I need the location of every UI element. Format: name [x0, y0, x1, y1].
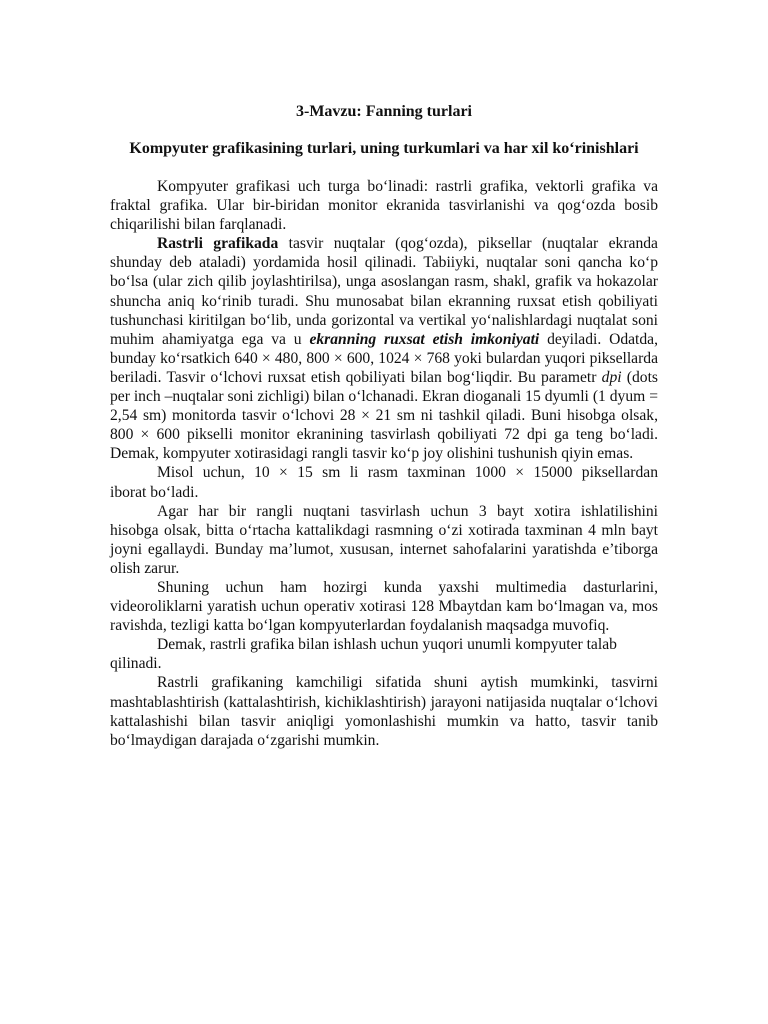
paragraph-memory — [110, 502, 658, 521]
example-line-1: Misol uchun, 10 × 15 sm li rasm taxminan 1000 × 15000 piksellardan — [157, 464, 658, 482]
paragraph-drawbacks: Rastrli grafikaning kamchiligi sifatida shuni aytish mumkinki, tasvirni mashtablashtirish (kattalashtirish, kichiklashtirish) jarayoni natijasida nuqtalar o‘lchovi kattalashishi bilan tasvir aniqligi yomonlashishi mumkin va hatto, tasvir tanib bo‘lmaydigan darajada o‘zgarishi mumkin. — [110, 674, 658, 749]
raster-term: Rastrli grafikada — [157, 235, 279, 253]
document-page — [110, 102, 658, 750]
memory-line-1: Agar har bir rangli nuqtani tasvirlash uchun 3 bayt xotira ishlatilishini — [157, 502, 658, 520]
resolution-term: ekranning ruxsat etish imkoniyati — [309, 330, 540, 348]
dpi-term: dpi — [601, 368, 622, 386]
paragraph-intro: Kompyuter grafikasi uch turga bo‘linadi: rastrli grafika, vektorli grafika va fraktal grafika. Ular bir-biridan monitor ekranida tasvirlanishi va qog‘ozda bosib chiqarilishi bilan farqlanadi. — [110, 178, 658, 234]
paragraph-raster — [110, 234, 658, 463]
paragraph-multimedia: Shuning uchun ham hozirgi kunda yaxshi multimedia dasturlarini, videoroliklarni yaratish uchun operativ xotirasi 128 Mbaytdan kam bo‘lmagan va, mos ravishda, tezligi katta bo‘lgan kompyuterlardan foydalanish maqsadga muvofiq. — [110, 578, 658, 635]
raster-text-a: tasvir nuqtalar (qog‘ozda), piksellar (nuqtalar ekranda shunday deb ataladi) yordamida hosil qilinadi. Tabiiyki, nuqtalar soni qancha ko‘p bo‘lsa (ular zich qilib joylashtirilsa), unga asoslangan rasm, shakl, grafik va hokazolar shuncha aniq ko‘rinib turadi. Shu munosabat bilan ekranning ruxsat etish qobiliyati tushunchasi kiritilgan bo‘lib, unda gorizontal va vertikal yo‘nalishlardagi nuqtalat soni muhim ahamiyatga ega va u — [110, 235, 658, 348]
paragraph-conclusion: Demak, rastrli grafika bilan ishlash uchun yuqori unumli kompyuter talab qilinadi. — [110, 636, 617, 673]
paragraph-example-cont: iborat bo‘ladi. — [110, 483, 199, 501]
raster-text-b: deyiladi. Odatda, bunday ko‘rsatkich 640 × 480, 800 × 600, 1024 × 768 yoki bulardan yuqori piksellarda beriladi. Tasvir o‘lchovi ruxsat etish qobiliyati bilan bog‘liqdir. Bu parametr — [110, 330, 659, 386]
paragraph-memory-cont: hisobga olsak, bitta o‘rtacha kattalikdagi rasmning o‘zi xotirada taxminan 4 mln bayt joyni egallaydi. Bunday ma’lumot, xususan, internet sahofalarini yaratishda e’tiborga olish zarur. — [110, 521, 658, 577]
raster-text-c: (dots per inch –nuqtalar soni zichligi) bilan o‘lchanadi. Ekran dioganali 15 dyumli (1 dyum = 2,54 sm) monitorda tasvir o‘lchovi 28 × 21 sm ni tashkil qiladi. Buni hisobga olsak, 800 × 600 pikselli monitor ekranining tasvirlash qobiliyati 72 dpi ga teng bo‘ladi. Demak, kompyuter xotirasidagi rangli tasvir ko‘p joy olishini tushunish qiyin emas. — [110, 368, 658, 463]
page-subtitle: Kompyuter grafikasining turlari, uning turkumlari va har xil ko‘rinishlari — [129, 140, 639, 157]
page-title: 3-Mavzu: Fanning turlari — [296, 103, 472, 120]
paragraph-example — [110, 463, 658, 482]
